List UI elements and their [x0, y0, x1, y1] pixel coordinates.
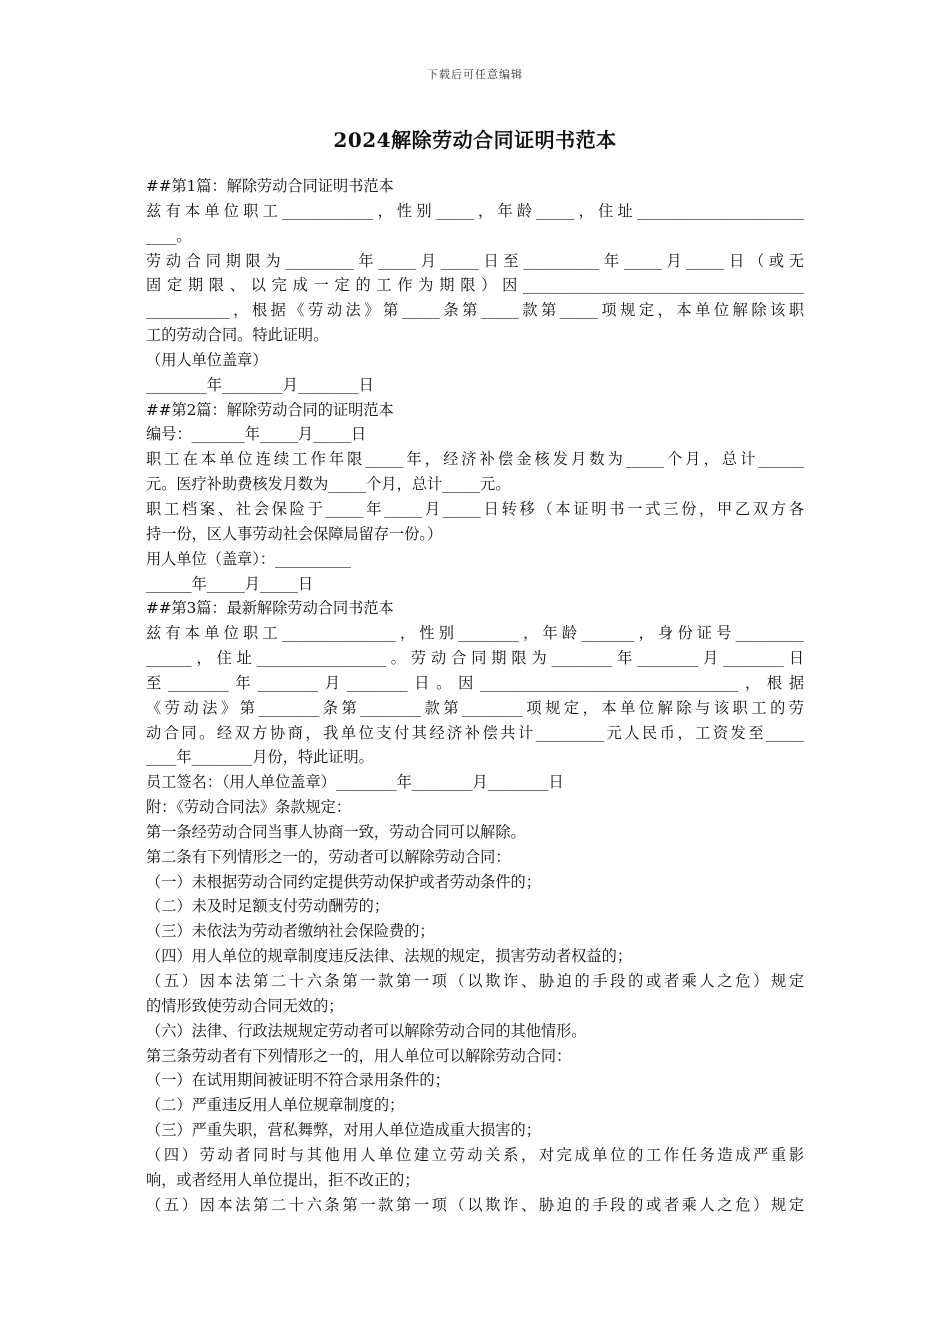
body-line: 的情形致使劳动合同无效的； — [146, 996, 344, 1015]
body-line: 兹有本单位职工_______________，性别________，年龄_______，身份证号_________ — [146, 624, 804, 643]
body-line: 附：《劳动合同法》条款规定： — [146, 798, 352, 817]
body-line: 元。医疗补助费核发月数为_____个月，总计_____元。 — [146, 475, 511, 494]
body-line: 第三条劳动者有下列情形之一的，用人单位可以解除劳动合同： — [146, 1046, 572, 1065]
body-line: 第一条经劳动合同当事人协商一致，劳动合同可以解除。 — [146, 822, 526, 841]
body-line: ____年________月份，特此证明。 — [146, 748, 374, 767]
body-line: 响，或者经用人单位提出，拒不改正的； — [146, 1170, 420, 1189]
body-line: ___________，根据《劳动法》第_____条第_____款第_____项规定，本单位解除该职 — [146, 301, 804, 320]
body-line: ##第3篇：最新解除劳动合同书范本 — [146, 599, 394, 618]
body-line: （三）未依法为劳动者缴纳社会保险费的； — [146, 922, 435, 941]
body-line: 编号：_______年_____月_____日 — [146, 425, 367, 444]
body-line: 至________年________月________日。因__________________________________，根据 — [146, 673, 804, 692]
body-line: ##第2篇：解除劳动合同的证明范本 — [146, 400, 394, 419]
body-line: ##第1篇：解除劳动合同证明书范本 — [146, 177, 394, 195]
body-line: （五）因本法第二十六条第一款第一项（以欺诈、胁迫的手段的或者乘人之危）规定 — [146, 1195, 804, 1214]
header-note: 下载后可任意编辑 — [427, 68, 523, 81]
body-line: 职工档案、社会保险于_____年_____月_____日转移（本证明书一式三份，甲乙双方各 — [146, 499, 804, 518]
body-line: （二）未及时足额支付劳动酬劳的； — [146, 897, 389, 916]
body-line: 职工在本单位连续工作年限_____年，经济补偿金核发月数为_____个月，总计______ — [146, 450, 804, 469]
body-line: ______，住址_________________。劳动合同期限为________年________月________日 — [146, 649, 804, 668]
body-line: 固定期限、以完成一定的工作为期限）因_____________________________________ — [146, 276, 804, 295]
body-line: ______年_____月_____日 — [146, 574, 314, 593]
body-line: （六）法律、行政法规规定劳动者可以解除劳动合同的其他情形。 — [146, 1021, 587, 1040]
body-line: 第二条有下列情形之一的，劳动者可以解除劳动合同： — [146, 847, 511, 866]
body-line: ________年________月________日 — [146, 375, 374, 394]
body-line: 兹有本单位职工____________，性别_____，年龄_____，住址______________________ — [146, 201, 804, 220]
body-line: 用人单位（盖章）：__________ — [146, 549, 352, 568]
body-line: 《劳动法》第________条第________款第________项规定，本单位解除与该职工的劳 — [146, 698, 804, 717]
document-title: 2024解除劳动合同证明书范本 — [333, 128, 617, 152]
body-line: （四）用人单位的规章制度违反法律、法规的规定，损害劳动者权益的； — [146, 947, 632, 966]
body-line: （五）因本法第二十六条第一款第一项（以欺诈、胁迫的手段的或者乘人之危）规定 — [146, 972, 804, 990]
body-line: （三）严重失职，营私舞弊，对用人单位造成重大损害的； — [146, 1121, 541, 1140]
document-body — [146, 174, 804, 1217]
body-line: ____。 — [146, 226, 192, 245]
body-line: 持一份，区人事劳动社会保障局留存一份。） — [146, 524, 443, 543]
body-line: 动合同。经双方协商，我单位支付其经济补偿共计_________元人民币，工资发至_____ — [146, 723, 804, 742]
body-line: 员工签名：（用人单位盖章）________年________月________日 — [146, 773, 564, 792]
body-line: （一）在试用期间被证明不符合录用条件的； — [146, 1071, 450, 1090]
body-line: 劳动合同期限为_________年_____月_____日至__________年_____月_____日（或无 — [146, 251, 804, 270]
body-line: （四）劳动者同时与其他用人单位建立劳动关系，对完成单位的工作任务造成严重影 — [146, 1145, 804, 1164]
body-line: （用人单位盖章） — [146, 350, 268, 369]
body-line: 工的劳动合同。特此证明。 — [146, 326, 329, 345]
body-line: （一）未根据劳动合同约定提供劳动保护或者劳动条件的； — [146, 872, 541, 891]
body-line: （二）严重违反用人单位规章制度的； — [146, 1096, 405, 1115]
